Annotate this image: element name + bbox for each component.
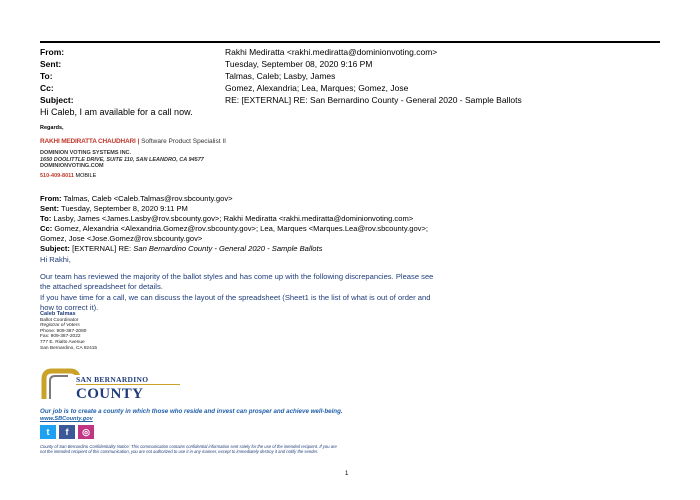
forwarded-cc-row-2 <box>40 234 660 244</box>
reply-company-name: DOMINION VOTING SYSTEMS INC. <box>40 150 132 156</box>
header-cc-value: Gomez, Alexandria; Lea, Marques; Gomez, Jose <box>225 83 409 93</box>
reply-regards: Regards, <box>40 125 64 131</box>
page-number: 1 <box>345 471 349 477</box>
reply-signature-line <box>40 138 226 145</box>
forwarded-to-row <box>40 214 660 224</box>
header-to-row <box>40 70 660 82</box>
signature-separator: | <box>137 138 140 145</box>
forwarded-signature-name: Caleb Talmas <box>40 311 76 317</box>
header-subject-row <box>40 94 660 106</box>
paragraph-2-line-1: If you have time for a call, we can discuss the layout of the spreadsheet (Sheet1 is the list of what is out of order and <box>40 293 431 302</box>
forwarded-signature-street: 777 E. Rialto Avenue <box>40 339 85 345</box>
forwarded-signature-title: Ballot Coordinator <box>40 317 79 323</box>
forwarded-greeting: Hi Rakhi, <box>40 255 71 264</box>
reply-company-block <box>40 150 204 170</box>
county-tagline: Our job is to create a county in which those who reside and invest can prosper and achieve well-being. <box>40 408 343 415</box>
forwarded-signature-dept: Registrar of Voters <box>40 323 80 329</box>
header-to-label: To: <box>40 71 53 81</box>
county-website-link[interactable]: www.SBCounty.gov <box>40 416 93 422</box>
forwarded-signature-city: San Bernardino, CA 92415 <box>40 345 98 351</box>
reply-signature-name: RAKHI MEDIRATTA CHAUDHARI <box>40 138 136 145</box>
email-header <box>40 46 660 106</box>
forwarded-sent-value: Tuesday, September 8, 2020 9:11 PM <box>60 204 188 213</box>
reply-phone-label: MOBILE <box>75 173 97 179</box>
notice-line-2: not the intended recipient of this communication, you are not authorized to use it in any manner, except to immediately destroy it and notify the sender. <box>40 449 319 455</box>
header-cc-label: Cc: <box>40 83 54 93</box>
paragraph-1-line-2: the attached spreadsheet for details. <box>40 282 163 291</box>
forwarded-from-value: Talmas, Caleb <Caleb.Talmas@rov.sbcounty.gov> <box>63 194 233 203</box>
forwarded-signature <box>40 312 97 351</box>
header-from-label: From: <box>40 47 65 57</box>
county-logo-graphic <box>40 365 190 405</box>
header-to-value: Talmas, Caleb; Lasby, James <box>225 71 336 81</box>
forwarded-subject-rest: San Bernardino County - General 2020 - Sample Ballots <box>133 244 323 253</box>
forwarded-sent-label: Sent: <box>40 204 59 213</box>
social-links <box>40 425 94 439</box>
forwarded-signature-fax: Fax: 909-387-2022 <box>40 334 81 340</box>
forwarded-sent-row <box>40 204 660 214</box>
confidentiality-notice <box>40 444 660 455</box>
reply-company-website[interactable]: DOMINIONVOTING.COM <box>40 163 104 169</box>
forwarded-to-value: Lasby, James <James.Lasby@rov.sbcounty.gov>; Rakhi Mediratta <rakhi.mediratta@dominionvoting.com> <box>53 214 414 223</box>
header-sent-row <box>40 58 660 70</box>
reply-body: Hi Caleb, I am available for a call now. <box>40 107 193 117</box>
header-cc-row <box>40 82 660 94</box>
logo-line-1: SAN BERNARDINO <box>76 375 149 384</box>
forwarded-cc-value: Gomez, Alexandria <Alexandria.Gomez@rov.sbcounty.gov>; Lea, Marques <Marques.Lea@rov.sbcounty.gov>; <box>54 224 429 233</box>
reply-signature-title: Software Product Specialist II <box>141 138 226 145</box>
header-sent-value: Tuesday, September 08, 2020 9:16 PM <box>225 59 373 69</box>
forwarded-subject-label: Subject: <box>40 244 70 253</box>
notice-line-1: County of San Bernardino Confidentiality Notice: This communication contains confidential information sent solely for the use of the intended recipient. If you are <box>40 444 337 449</box>
header-from-value: Rakhi Mediratta <rakhi.mediratta@dominionvoting.com> <box>225 47 438 57</box>
reply-phone-number: 510-409-8011 <box>40 173 74 179</box>
logo-line-2: COUNTY <box>76 386 144 402</box>
twitter-icon[interactable]: t <box>40 425 56 439</box>
header-from-row <box>40 46 660 58</box>
header-subject-value: RE: [EXTERNAL] RE: San Bernardino County - General 2020 - Sample Ballots <box>225 95 522 105</box>
forwarded-signature-phone: Phone: 909-387-2080 <box>40 328 87 334</box>
forwarded-paragraph-1 <box>40 272 660 292</box>
forwarded-subject-row <box>40 244 660 254</box>
forwarded-subject-prefix: [EXTERNAL] RE: <box>72 244 132 253</box>
forwarded-from-row <box>40 194 660 204</box>
forwarded-cc-row <box>40 224 660 234</box>
header-subject-label: Subject: <box>40 95 74 105</box>
forwarded-from-label: From: <box>40 194 62 203</box>
forwarded-cc-value-2: Gomez, Jose <Jose.Gomez@rov.sbcounty.gov> <box>40 234 203 243</box>
header-sent-label: Sent: <box>40 59 62 69</box>
county-logo <box>40 365 190 410</box>
reply-company-address: 1650 DOOLITTLE DRIVE, SUITE 110, SAN LEANDRO, CA 94577 <box>40 156 204 163</box>
reply-phone-line <box>40 173 96 179</box>
forwarded-cc-label: Cc: <box>40 224 53 233</box>
paragraph-1-line-1: Our team has reviewed the majority of the ballot styles and has come up with the following discrepancies. Please see <box>40 272 434 281</box>
forwarded-header <box>40 194 660 254</box>
instagram-icon[interactable]: ◎ <box>78 425 94 439</box>
top-rule <box>40 41 660 43</box>
paragraph-2-line-2: how to correct it). <box>40 303 99 312</box>
forwarded-to-label: To: <box>40 214 52 223</box>
facebook-icon[interactable]: f <box>59 425 75 439</box>
forwarded-paragraph-2 <box>40 293 660 313</box>
